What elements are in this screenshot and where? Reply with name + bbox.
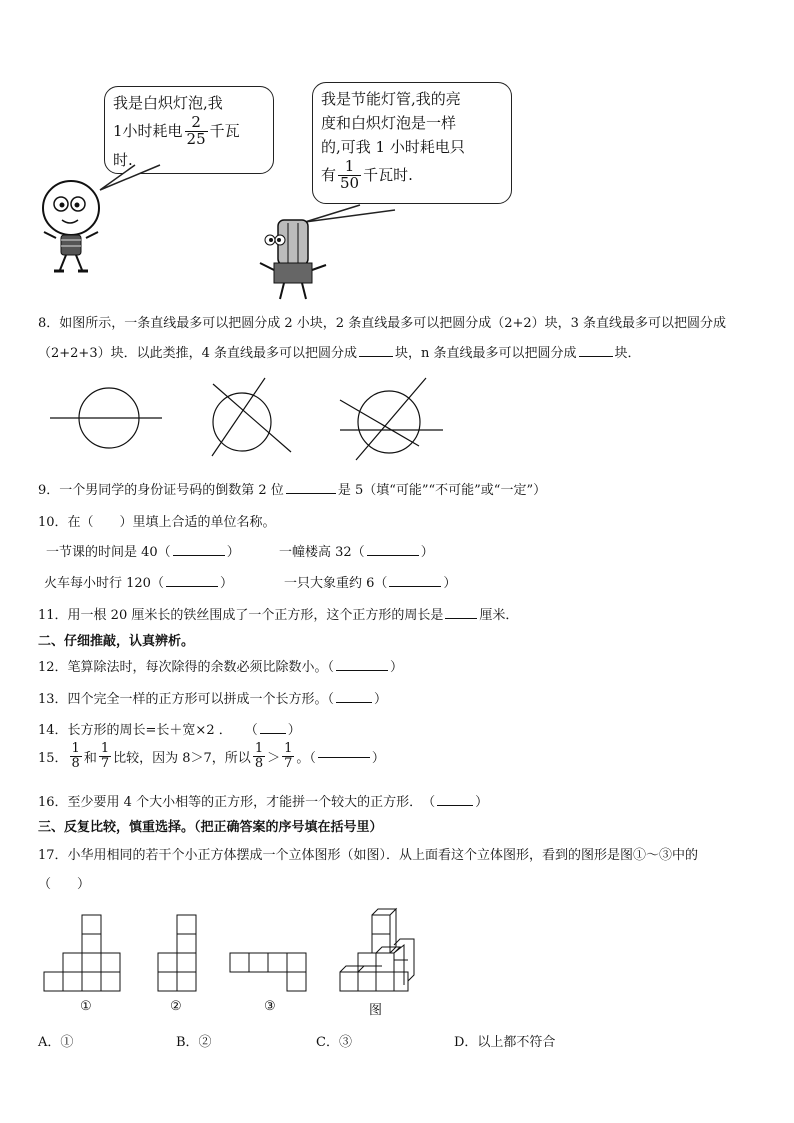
question-10-item: 一幢楼高 32（ ） [279, 545, 434, 560]
energy-saving-tube-character-icon [256, 215, 331, 305]
answer-blank[interactable] [389, 585, 441, 587]
lightbulb-character-icon [36, 180, 106, 275]
fraction-1-8: $\frac{1}{8}$ [254, 741, 264, 771]
bubble-line: 的,可我 1 小时耗电只 [321, 138, 465, 156]
question-8-line1: 8．如图所示，一条直线最多可以把圆分成 2 小块，2 条直线最多可以把圆分成（2+2）块，3 条直线最多可以把圆分成 [38, 316, 727, 331]
question-12: 12．笔算除法时，每次除得的余数必须比除数小。（ ） [38, 660, 404, 675]
answer-blank[interactable] [336, 669, 388, 671]
answer-blank[interactable] [367, 554, 419, 556]
fraction-2-25: $\frac{2}{25}$ [186, 113, 206, 148]
bubble-text: 千瓦 [209, 122, 240, 141]
answer-blank[interactable] [166, 585, 218, 587]
question-15: 15． $\frac{1}{8}$ 和 $\frac{1}{7}$ 比较，因为 8＞7，所以 $\frac{1}{8}$ ＞ $\frac{1}{7}$ 。（ ） [38, 741, 385, 771]
fraction-1-50: $\frac{1}{50}$ [340, 157, 360, 192]
question-17-line2: （ ） [38, 877, 91, 892]
option-c[interactable]: C．③ [316, 1035, 352, 1050]
bubble-line: 我是节能灯管,我的亮 [321, 90, 461, 108]
bubble-text: 1小时耗电 [113, 122, 183, 141]
figure-label-1: ① [80, 999, 92, 1014]
cube-views-figure [0, 905, 794, 1015]
question-10-item: 火车每小时行 120（ ） [44, 576, 233, 591]
speech-bubble-tube [312, 82, 512, 204]
question-10-item: 一节课的时间是 40（ ） [46, 545, 240, 560]
bubble-line: 我是白炽灯泡,我 [113, 94, 223, 112]
option-a[interactable]: A．① [38, 1035, 74, 1050]
bubble-text: 千瓦时. [363, 166, 413, 185]
figure-label-3: ③ [264, 999, 276, 1014]
figure-label-2: ② [170, 999, 182, 1014]
question-10-item: 一只大象重约 6（ ） [284, 576, 457, 591]
option-d[interactable]: D．以上都不符合 [454, 1035, 556, 1050]
answer-blank[interactable] [260, 732, 286, 734]
answer-blank[interactable] [437, 804, 473, 806]
question-9: 9．一个男同学的身份证号码的倒数第 2 位 是 5（填“可能”“不可能”或“一定”） [38, 483, 547, 498]
question-10-title: 10．在（ ）里填上合适的单位名称。 [38, 515, 276, 530]
answer-blank[interactable] [286, 492, 336, 494]
question-14: 14．长方形的周长=长＋宽×2 ． （ ） [38, 723, 301, 738]
bubble-line: 时. [113, 150, 133, 169]
circle-division-figure [0, 370, 794, 470]
section-2-heading: 二、仔细推敲，认真辨析。 [38, 634, 195, 649]
question-13: 13．四个完全一样的正方形可以拼成一个长方形。（ ） [38, 692, 388, 707]
section-3-heading: 三、反复比较，慎重选择。（把正确答案的序号填在括号里） [38, 820, 383, 835]
question-11: 11．用一根 20 厘米长的铁丝围成了一个正方形，这个正方形的周长是 厘米． [38, 608, 519, 623]
answer-blank[interactable] [359, 355, 393, 357]
fraction-1-7: $\frac{1}{7}$ [100, 741, 110, 771]
question-17-line1: 17．小华用相同的若干个小正方体摆成一个立体图形（如图）．从上面看这个立体图形，看到的图形是图①～③中的 [38, 848, 699, 863]
fraction-1-8: $\frac{1}{8}$ [71, 741, 80, 771]
bubble-text: 有 [321, 166, 337, 185]
answer-blank[interactable] [318, 756, 370, 758]
bubble-line: 度和白炽灯泡是一样 [321, 114, 457, 132]
question-8-line2: （2+2+3）块．以此类推，4 条直线最多可以把圆分成 块，n 条直线最多可以把圆分成 块． [38, 346, 641, 361]
answer-blank[interactable] [445, 617, 477, 619]
answer-blank[interactable] [579, 355, 613, 357]
figure-label-main: 图 [369, 1003, 383, 1018]
answer-blank[interactable] [336, 701, 372, 703]
option-b[interactable]: B．② [176, 1035, 212, 1050]
fraction-1-7: $\frac{1}{7}$ [284, 741, 293, 771]
answer-blank[interactable] [173, 554, 225, 556]
question-16: 16．至少要用 4 个大小相等的正方形，才能拼一个较大的正方形． （ ） [38, 795, 489, 810]
